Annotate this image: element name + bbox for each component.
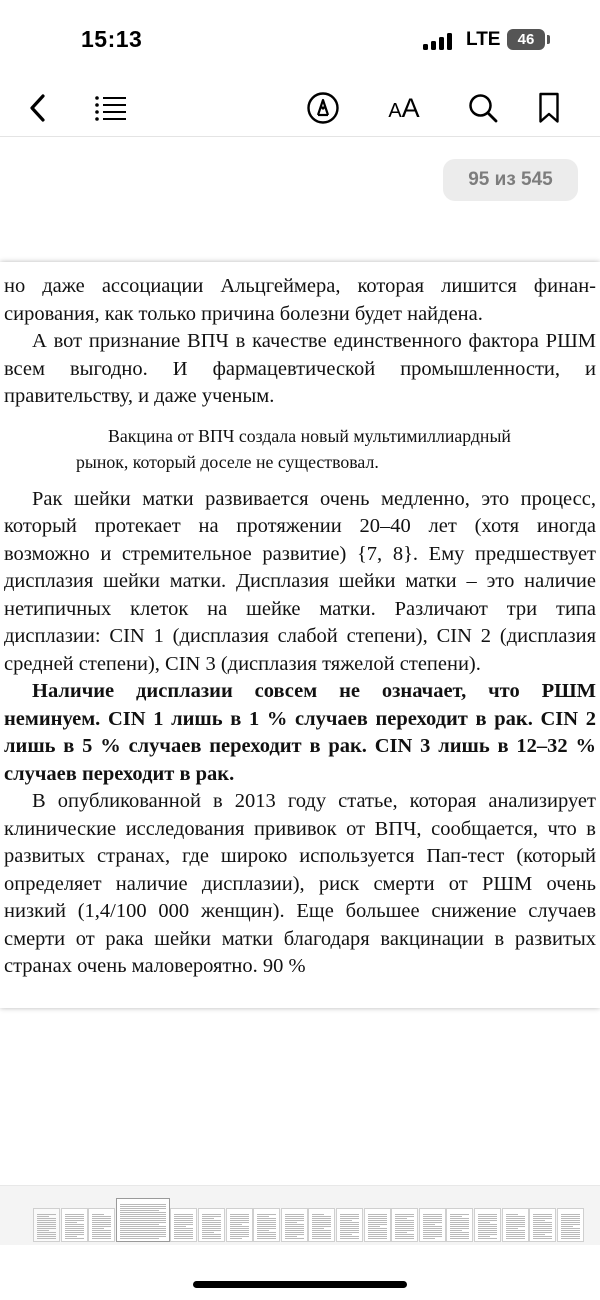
thumbnail[interactable]: [557, 1208, 584, 1242]
thumbnail[interactable]: [33, 1208, 60, 1242]
thumbnail[interactable]: [419, 1208, 446, 1242]
toolbar-divider: [0, 136, 600, 137]
paragraph-1: но даже ассоциации Альцгеймера, которая лишится финансирования, как только причина болезни будет найдена.: [4, 275, 596, 325]
signal-icon: [423, 32, 455, 50]
thumbnail[interactable]: [502, 1208, 529, 1242]
battery-icon: 46: [507, 29, 545, 50]
status-bar: [0, 0, 600, 80]
thumbnail-list: [33, 1206, 584, 1242]
thumbnail[interactable]: [364, 1208, 391, 1242]
thumbnail-current[interactable]: [116, 1198, 170, 1242]
thumbnail[interactable]: [253, 1208, 280, 1242]
font-settings-button[interactable]: [380, 80, 428, 136]
magnifier-icon: [468, 93, 498, 123]
pull-quote: Вакцина от ВПЧ создала новый мультимиллиардный рынок, который доселе не существовал.: [76, 425, 511, 472]
bookmark-button[interactable]: [530, 80, 568, 136]
thumbnail[interactable]: [198, 1208, 225, 1242]
book-page[interactable]: [0, 262, 600, 1008]
paragraph-4-bold: Наличие дисплазии совсем не означает, что РШМ неминуем. CIN 1 лишь в 1 % случаев переходит в рак. CIN 2 лишь в 5 % случаев переходит в рак. CIN 3 лишь в 12–32 % случаев переходит в рак.: [4, 680, 596, 785]
reader-toolbar: [0, 80, 600, 136]
contents-button[interactable]: [88, 80, 134, 136]
thumbnail[interactable]: [446, 1208, 473, 1242]
thumbnail[interactable]: [281, 1208, 308, 1242]
thumbnail[interactable]: [529, 1208, 556, 1242]
font-small-letter: A: [388, 99, 402, 122]
paragraph-2: А вот признание ВПЧ в качестве единственного фактора РШМ всем выгодно. И фармацевтической промышленности, и правительству, и даже ученым.: [4, 330, 596, 407]
page-counter: 95 из 545: [443, 159, 578, 201]
thumbnail[interactable]: [226, 1208, 253, 1242]
book-text: [0, 262, 600, 981]
bookmark-icon: [538, 92, 560, 124]
thumbnail[interactable]: [336, 1208, 363, 1242]
home-indicator[interactable]: [193, 1281, 407, 1288]
search-button[interactable]: [462, 80, 504, 136]
back-button[interactable]: [18, 80, 58, 136]
status-time: 15:13: [81, 26, 143, 52]
paragraph-5: В опубликованной в 2013 году статье, которая анализирует клинические исследования прививок от ВПЧ, сообщается, что в развитых странах, где широко используется Пап-тест (который определяет наличие дисплазии), риск смерти от РШМ очень низкий (1,4/100 000 женщин). Еще большее снижение случаев смерти от рака шейки матки благодаря вакцинации в развитых странах очень маловероятно. 90 %: [4, 790, 596, 977]
chevron-left-icon: [27, 93, 49, 123]
pen-circle-icon: [306, 91, 340, 125]
font-big-letter: A: [401, 92, 420, 123]
list-icon: [94, 95, 128, 121]
annotate-button[interactable]: [302, 80, 344, 136]
page-thumbnail-strip[interactable]: [0, 1185, 600, 1245]
thumbnail[interactable]: [391, 1208, 418, 1242]
paragraph-3: Рак шейки матки развивается очень медленно, это процесс, который протекает на протяжении 20–40 лет (хотя иногда возможно и стремительное развитие) {7, 8}. Ему предшествует дисплазия шейки матки. Дисплазия шейки матки – это наличие нетипичных клеток на шейке матки. Различают три типа дисплазии: CIN 1 (дисплазия слабой степени), CIN 2 (дисплазия средней степени), CIN 3 (дисплазия тяжелой степени).: [4, 487, 596, 675]
thumbnail[interactable]: [474, 1208, 501, 1242]
thumbnail[interactable]: [88, 1208, 115, 1242]
network-type: LTE: [466, 29, 501, 50]
battery-cap: [547, 35, 550, 44]
thumbnail[interactable]: [170, 1208, 197, 1242]
thumbnail[interactable]: [61, 1208, 88, 1242]
thumbnail[interactable]: [308, 1208, 335, 1242]
